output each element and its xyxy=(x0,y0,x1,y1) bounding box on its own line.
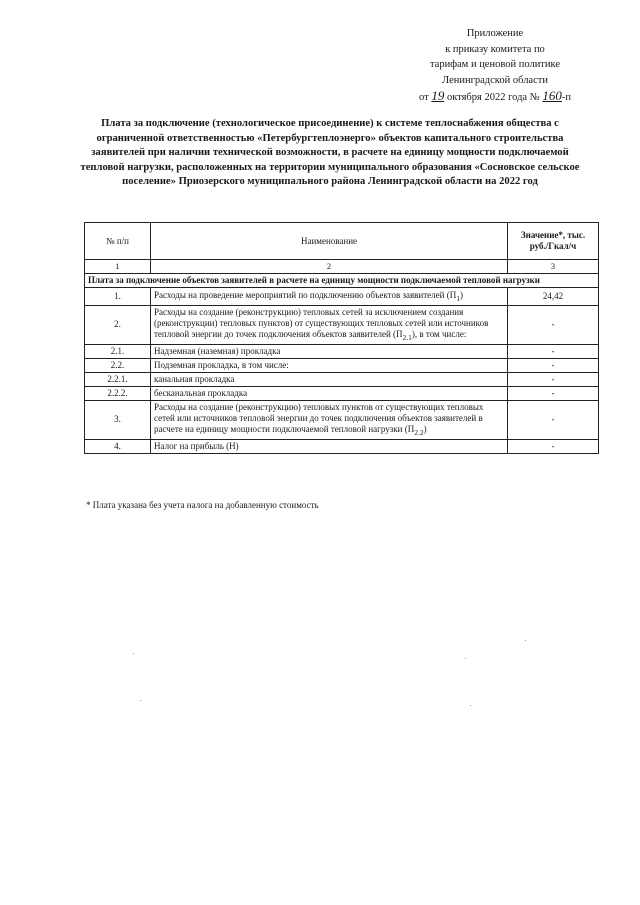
row-value: - xyxy=(508,400,599,439)
row-number: 2.2. xyxy=(85,358,151,372)
fee-table xyxy=(84,222,599,454)
table-row xyxy=(85,344,599,358)
header-name: Наименование xyxy=(151,223,508,260)
row-number: 2.1. xyxy=(85,344,151,358)
scan-speck xyxy=(465,658,466,659)
table-row xyxy=(85,288,599,306)
annex-block xyxy=(400,26,590,106)
annex-line-2: к приказу комитета по xyxy=(445,43,545,55)
column-number: 1 xyxy=(85,260,151,274)
handwritten-order-number: 160 xyxy=(542,88,562,103)
table-row xyxy=(85,306,599,345)
row-value: - xyxy=(508,306,599,345)
row-value: - xyxy=(508,358,599,372)
scan-speck xyxy=(470,705,471,706)
row-value: - xyxy=(508,439,599,453)
date-suffix: -п xyxy=(561,92,571,103)
handwritten-day: 19 xyxy=(431,88,445,103)
header-number: № п/п xyxy=(85,223,151,260)
table-row xyxy=(85,358,599,372)
column-number-row xyxy=(85,260,599,274)
row-name: канальная прокладка xyxy=(151,372,508,386)
row-name: бесканальная прокладка xyxy=(151,386,508,400)
row-number: 2.2.1. xyxy=(85,372,151,386)
section-row xyxy=(85,274,599,288)
table-row xyxy=(85,439,599,453)
annex-line-4: Ленинградской области xyxy=(442,74,548,86)
date-prefix: от xyxy=(418,92,429,103)
row-value: - xyxy=(508,344,599,358)
row-value: - xyxy=(508,372,599,386)
row-name: Надземная (наземная) прокладка xyxy=(151,344,508,358)
row-name: Расходы на создание (реконструкцию) тепловых сетей за исключением создания (реконструкции) тепловых пунктов) от существующих тепловых сетей или источников тепловой энергии до точек подключения объектов заявителей $(П_{2.1})$, в том числе: xyxy=(151,306,508,345)
row-number: 1. xyxy=(85,288,151,306)
scan-speck xyxy=(133,653,134,654)
document-title: Плата за подключение (технологическое присоединение) к системе теплоснабжения общества с ограниченной ответственностью «Петербургтеплоэнерго» объектов капитального строительства заявителей при наличии технической возможности, в расчете на единицу мощности подключаемой тепловой нагрузки, расположенных на территории муниципального образования «Сосновское сельское поселение» Приозерского муниципального района Ленинградской области на 2022 год xyxy=(80,118,580,187)
column-number: 2 xyxy=(151,260,508,274)
row-name: Подземная прокладка, в том числе: xyxy=(151,358,508,372)
row-value: - xyxy=(508,386,599,400)
scan-speck xyxy=(525,640,526,641)
row-number: 3. xyxy=(85,400,151,439)
row-name: Налог на прибыль (Н) xyxy=(151,439,508,453)
table-header-row xyxy=(85,223,599,260)
date-middle: октября 2022 года № xyxy=(446,92,540,103)
row-value: 24,42 xyxy=(508,288,599,306)
header-value: Значение*, тыс. руб./Гкал/ч xyxy=(508,223,599,260)
row-number: 2. xyxy=(85,306,151,345)
footnote: * Плата указана без учета налога на добавленную стоимость xyxy=(86,500,319,510)
annex-line-3: тарифам и ценовой политике xyxy=(429,59,561,70)
annex-date-line xyxy=(400,88,590,106)
row-number: 2.2.2. xyxy=(85,386,151,400)
table-row xyxy=(85,372,599,386)
table-row xyxy=(85,400,599,439)
scan-speck xyxy=(140,700,141,701)
row-number: 4. xyxy=(85,439,151,453)
column-number: 3 xyxy=(508,260,599,274)
annex-line-1: Приложение xyxy=(466,28,524,39)
row-name: Расходы на проведение мероприятий по подключению объектов заявителей $(П_1)$ xyxy=(151,288,508,306)
table-row xyxy=(85,386,599,400)
row-name: Расходы на создание (реконструкцию) тепловых пунктов от существующих тепловых сетей или источников тепловой энергии до точек подключения объектов заявителей в расчете на единицу мощности подключаемой тепловой нагрузки $(П_{2.2})$ xyxy=(151,400,508,439)
section-title: Плата за подключение объектов заявителей в расчете на единицу мощности подключаемой тепловой нагрузки xyxy=(85,274,599,288)
